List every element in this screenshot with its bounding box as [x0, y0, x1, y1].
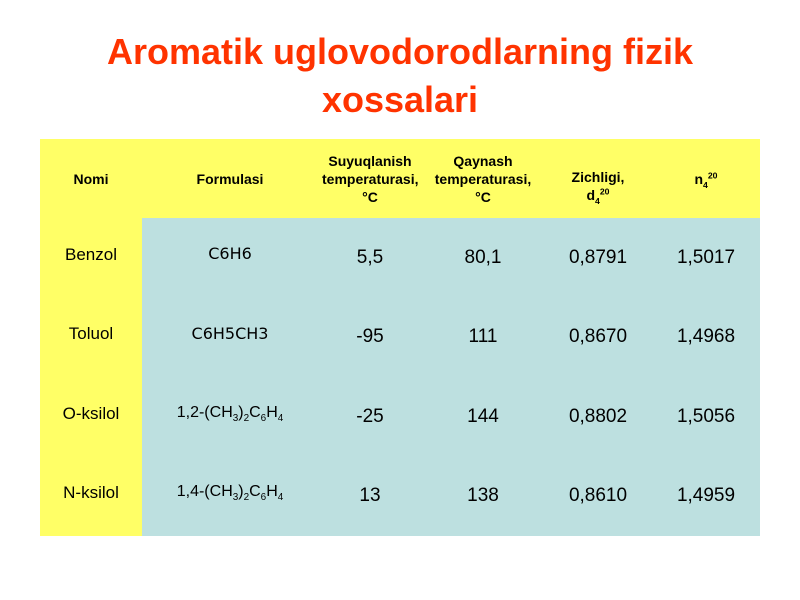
- header-name: Nomi: [40, 139, 142, 218]
- cell-density: 0,8802: [544, 377, 652, 457]
- cell-name: N-ksilol: [40, 457, 142, 537]
- cell-formula: C6H6: [142, 218, 318, 298]
- cell-refractive-index: 1,4968: [652, 298, 760, 378]
- density-label: Zichligi,: [571, 168, 625, 185]
- cell-refractive-index: 1,4959: [652, 457, 760, 537]
- cell-refractive-index: 1,5017: [652, 218, 760, 298]
- formula-part: ): [238, 483, 244, 501]
- header-refractive-index: [652, 139, 760, 218]
- cell-refractive-index: 1,5056: [652, 377, 760, 457]
- formula-part: C: [249, 483, 261, 501]
- formula-part: H: [266, 403, 278, 421]
- formula-part: C: [249, 403, 261, 421]
- table-row: [40, 298, 760, 378]
- density-subscript: 4: [595, 195, 600, 206]
- refraction-subscript: 4: [703, 179, 708, 190]
- table-row: [40, 218, 760, 298]
- cell-boiling-point: 111: [422, 298, 544, 378]
- density-symbol: d: [586, 186, 596, 203]
- header-density: [544, 139, 652, 218]
- cell-melting-point: -25: [318, 377, 422, 457]
- formula-part: ): [238, 403, 244, 421]
- refraction-symbol: n: [694, 170, 704, 187]
- formula-subscript: 6: [260, 492, 267, 504]
- formula-part: 1,2-(CH: [176, 403, 233, 421]
- physical-properties-table: [40, 139, 760, 536]
- slide-title: Aromatik uglovodorodlarning fizik xossalari: [106, 31, 694, 120]
- cell-density: 0,8610: [544, 457, 652, 537]
- header-boiling-point: Qaynash temperaturasi, °C: [422, 139, 544, 218]
- formula-subscript: 3: [232, 412, 239, 424]
- cell-formula: [142, 377, 318, 457]
- formula-subscript: 2: [243, 492, 250, 504]
- header-melting-point: Suyuqlanish temperaturasi, °C: [318, 139, 422, 218]
- cell-melting-point: 5,5: [318, 218, 422, 298]
- cell-melting-point: 13: [318, 457, 422, 537]
- table-row: [40, 377, 760, 457]
- cell-melting-point: -95: [318, 298, 422, 378]
- cell-density: 0,8670: [544, 298, 652, 378]
- formula-part: H: [266, 483, 278, 501]
- cell-boiling-point: 80,1: [422, 218, 544, 298]
- cell-formula: [142, 457, 318, 537]
- cell-boiling-point: 144: [422, 377, 544, 457]
- header-formula: Formulasi: [142, 139, 318, 218]
- formula-subscript: 6: [260, 412, 267, 424]
- table-header-row: [40, 139, 760, 218]
- cell-name: Toluol: [40, 298, 142, 378]
- cell-density: 0,8791: [544, 218, 652, 298]
- refraction-superscript: 20: [707, 169, 718, 180]
- table-row: [40, 457, 760, 537]
- cell-name: O-ksilol: [40, 377, 142, 457]
- formula-subscript: 2: [243, 412, 250, 424]
- density-superscript: 20: [599, 185, 610, 196]
- formula-part: 1,4-(CH: [176, 483, 233, 501]
- cell-boiling-point: 138: [422, 457, 544, 537]
- cell-name: Benzol: [40, 218, 142, 298]
- formula-subscript: 4: [277, 412, 284, 424]
- cell-formula: C6H5CH3: [142, 298, 318, 378]
- formula-subscript: 4: [277, 492, 284, 504]
- formula-subscript: 3: [232, 492, 239, 504]
